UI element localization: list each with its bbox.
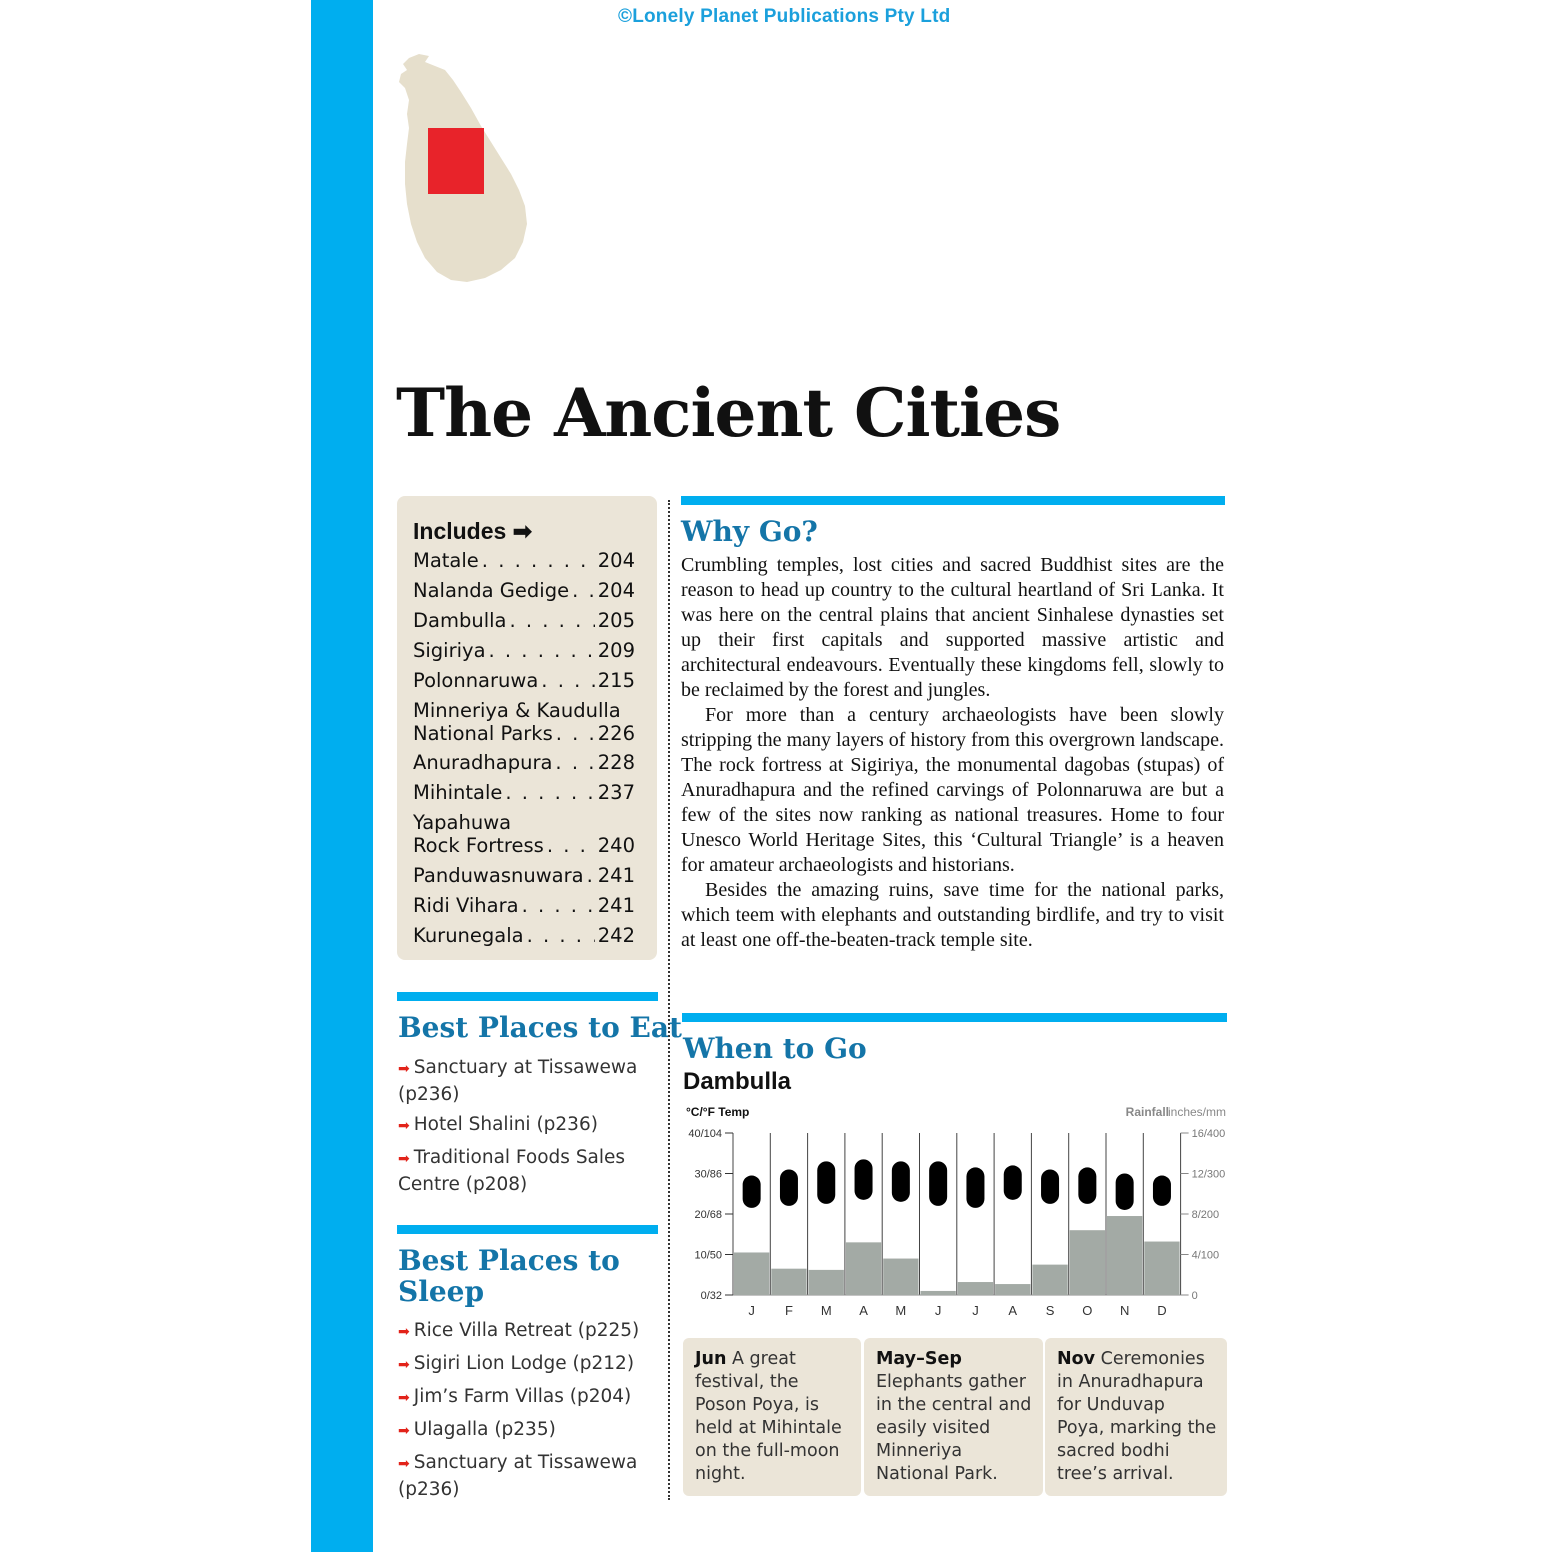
rainfall-bar xyxy=(1032,1265,1067,1295)
sleep-heading: Best Places to Sleep xyxy=(398,1244,620,1308)
red-arrow-icon: ➡ xyxy=(398,1151,410,1167)
month-note-label: May–Sep xyxy=(876,1349,962,1369)
month-note-text: Ceremonies in Anuradhapura for Unduvap Poya, marking the sacred bodhi tree’s arrival. xyxy=(1057,1349,1217,1484)
sleep-list-item: ➡ Jim’s Farm Villas (p204) xyxy=(398,1386,632,1407)
why-go-paragraph: Crumbling temples, lost cities and sacred Buddhist sites are the reason to head up country to the cultural heartland of Sri Lanka. It was here on the central plains that ancient Sinhalese dynasties set up their first capitals and supported massive artistic and architectural endeavours. Eventually these kingdoms fell, slowly to be reclaimed by the forest and jungles. xyxy=(681,554,1224,701)
red-arrow-icon: ➡ xyxy=(398,1061,410,1077)
month-label: M xyxy=(820,1303,832,1318)
month-note xyxy=(1045,1338,1227,1496)
climate-chart xyxy=(680,1100,1230,1322)
rainfall-bar xyxy=(771,1269,806,1295)
copyright-notice: ©Lonely Planet Publications Pty Ltd xyxy=(618,6,951,27)
rainfall-bar xyxy=(846,1242,881,1295)
why-go-body xyxy=(681,553,1224,953)
month-note xyxy=(683,1338,861,1496)
why-go-rule xyxy=(681,496,1225,505)
temperature-range-bar xyxy=(966,1167,984,1208)
rain-axis-label-units: inches/mm xyxy=(1167,1105,1226,1119)
rainfall-bar xyxy=(995,1284,1030,1295)
sleep-list-item: ➡ Ulagalla (p235) xyxy=(398,1419,556,1440)
red-arrow-icon: ➡ xyxy=(398,1456,410,1472)
eat-list-item: ➡ Sanctuary at Tissawewa (p236) xyxy=(398,1057,638,1105)
includes-item: Dambulla . . . 205 xyxy=(413,609,635,632)
temperature-range-bar xyxy=(1004,1165,1022,1199)
chapter-side-bar xyxy=(311,0,373,1552)
temp-tick-label: 30/86 xyxy=(694,1168,722,1181)
ancient-cities-region xyxy=(428,128,484,194)
sleep-list-item: ➡ Sanctuary at Tissawewa (p236) xyxy=(398,1452,638,1500)
includes-item: Mihintale . . . 237 xyxy=(413,781,635,804)
why-go-paragraph: Besides the amazing ruins, save time for the national parks, which teem with elephants and outstanding birdlife, and try to visit at least one off-the-beaten-track temple site. xyxy=(681,879,1224,951)
temperature-range-bar xyxy=(780,1169,798,1205)
temp-tick-label: 10/50 xyxy=(694,1249,722,1262)
sleep-section-rule xyxy=(397,1225,658,1234)
rain-tick-label: 16/400 xyxy=(1191,1128,1226,1140)
includes-item: Sigiriya . . . 209 xyxy=(413,639,635,662)
rainfall-bar xyxy=(809,1270,844,1295)
sleep-list-item: ➡ Rice Villa Retreat (p225) xyxy=(398,1320,640,1341)
includes-box xyxy=(397,496,657,960)
includes-item: Anuradhapura . . . 228 xyxy=(413,751,635,774)
includes-heading: Includes ➡ xyxy=(413,518,532,544)
rainfall-bar xyxy=(1107,1216,1142,1295)
temp-tick-label: 20/68 xyxy=(694,1209,722,1221)
temperature-range-bar xyxy=(743,1176,761,1208)
temperature-range-bar xyxy=(1078,1167,1096,1203)
chapter-title: The Ancient Cities xyxy=(396,374,1061,452)
eat-list-item: ➡ Traditional Foods Sales Centre (p208) xyxy=(398,1147,626,1195)
includes-item: Nalanda Gedige . . . 204 xyxy=(413,579,635,602)
includes-item: Yapahuwa Rock Fortress . . . 240 xyxy=(413,811,635,857)
why-go-paragraph: For more than a century archaeologists have been slowly stripping the many layers of history from this overgrown landscape. The rock fortress at Sigiriya, the monumental dagobas (stupas) of Anuradhapura and the refined carvings of Polonnaruwa are but a few of the sites now ranking as national treasures. Home to four Unesco World Heritage Sites, this ‘Cultural Triangle’ is a heaven for amateur archaeologists and historians. xyxy=(681,704,1224,876)
month-label: A xyxy=(1008,1303,1018,1318)
temperature-range-bar xyxy=(929,1161,947,1206)
red-arrow-icon: ➡ xyxy=(398,1357,410,1373)
eat-section-rule xyxy=(397,992,658,1001)
month-label: S xyxy=(1045,1303,1055,1318)
includes-item: Kurunegala . . . 242 xyxy=(413,924,635,947)
eat-list-item: ➡ Hotel Shalini (p236) xyxy=(398,1114,598,1135)
temp-tick-label: 40/104 xyxy=(688,1128,722,1140)
month-note-label: Jun xyxy=(695,1349,727,1369)
month-label: A xyxy=(859,1303,868,1318)
includes-item: Polonnaruwa . . . 215 xyxy=(413,669,635,692)
month-label: F xyxy=(784,1303,793,1318)
rainfall-bar xyxy=(883,1259,918,1295)
month-label: D xyxy=(1157,1303,1167,1318)
month-note-text: A great festival, the Poson Poya, is held at Mihintale on the full-moon night. xyxy=(695,1349,842,1484)
temp-tick-label: 0/32 xyxy=(700,1290,722,1302)
rain-tick-label: 12/300 xyxy=(1191,1168,1226,1181)
when-to-go-heading: When to Go xyxy=(683,1032,867,1065)
rainfall-bar xyxy=(921,1291,956,1295)
includes-item: Panduwasnuwara . . . 241 xyxy=(413,864,635,887)
includes-item: Minneriya & Kaudulla National Parks . . . 226 xyxy=(413,699,635,745)
rainfall-bar xyxy=(958,1282,993,1295)
climate-chart-city: Dambulla xyxy=(683,1068,792,1095)
includes-item: Matale . . . 204 xyxy=(413,549,635,572)
temp-axis-label: °C/°F Temp xyxy=(686,1105,750,1119)
month-label: M xyxy=(895,1303,907,1318)
month-label: J xyxy=(972,1303,979,1318)
month-note xyxy=(864,1338,1043,1496)
when-to-go-rule xyxy=(682,1013,1227,1022)
temperature-range-bar xyxy=(1116,1174,1134,1210)
red-arrow-icon: ➡ xyxy=(398,1324,410,1340)
temperature-range-bar xyxy=(892,1161,910,1202)
eat-heading: Best Places to Eat xyxy=(398,1011,682,1044)
month-label: N xyxy=(1119,1303,1130,1318)
month-label: J xyxy=(934,1303,942,1318)
red-arrow-icon: ➡ xyxy=(398,1390,410,1406)
rainfall-bar xyxy=(1070,1230,1105,1295)
rain-axis-label-bold: Rainfall xyxy=(1125,1105,1169,1119)
red-arrow-icon: ➡ xyxy=(398,1423,410,1439)
month-label: J xyxy=(748,1303,755,1318)
sri-lanka-locator-map xyxy=(395,52,535,287)
rainfall-bar xyxy=(1144,1242,1179,1295)
column-divider xyxy=(668,500,670,1500)
month-note-label: Nov xyxy=(1057,1349,1096,1369)
rain-tick-label: 8/200 xyxy=(1191,1209,1220,1221)
month-label: O xyxy=(1082,1303,1093,1318)
why-go-heading: Why Go? xyxy=(681,515,818,548)
temperature-range-bar xyxy=(855,1159,873,1200)
sleep-list-item: ➡ Sigiri Lion Lodge (p212) xyxy=(398,1353,635,1374)
temperature-range-bar xyxy=(817,1161,835,1204)
temperature-range-bar xyxy=(1041,1169,1059,1203)
red-arrow-icon: ➡ xyxy=(398,1118,410,1134)
temperature-range-bar xyxy=(1153,1176,1171,1206)
rain-tick-label: 0 xyxy=(1191,1290,1198,1302)
rain-tick-label: 4/100 xyxy=(1191,1249,1220,1262)
rainfall-bar xyxy=(734,1252,769,1295)
includes-item: Ridi Vihara . . . 241 xyxy=(413,894,635,917)
month-note-text: Elephants gather in the central and easily visited Minneriya National Park. xyxy=(876,1372,1032,1484)
